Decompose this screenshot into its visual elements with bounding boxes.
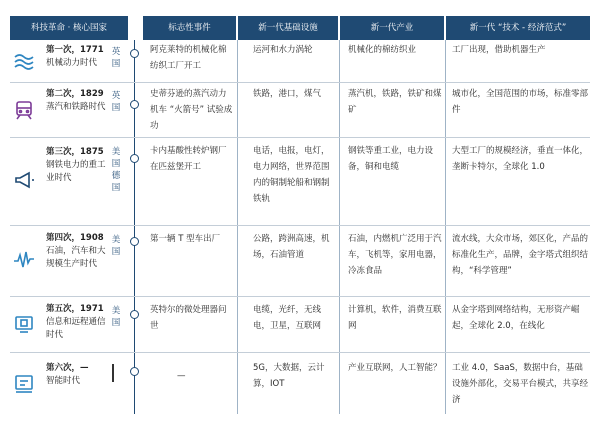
country-row-4: 美国 bbox=[111, 235, 121, 257]
event-row-3: 卡内基酸性转炉钢厂在匹兹堡开工 bbox=[150, 146, 227, 172]
era-row-6: 第六次，— 智能时代 bbox=[46, 363, 89, 386]
era-row-1: 第一次，1771 机械动力时代 bbox=[46, 45, 104, 68]
country-row-1: 英国 bbox=[111, 47, 121, 69]
industry-row-3: 钢铁等重工业，电力设备，铜和电缆 bbox=[348, 146, 434, 172]
era-row-5: 第五次，1971 信息和远程通信时代 bbox=[46, 304, 106, 340]
paradigm-row-4: 流水线，大众市场，郊区化，产品的标准化生产，品牌，金字塔式组织结构，“科学管理” bbox=[452, 234, 589, 276]
paradigm-row-6: 工业 4.0，SaaS，数据中台，基础设施外部化，交易平台模式，共享经济 bbox=[452, 363, 589, 405]
country-row-5: 美国 bbox=[111, 306, 121, 328]
era-row-2: 第二次，1829 蒸汽和铁路时代 bbox=[46, 89, 106, 112]
locomotive-icon bbox=[12, 98, 36, 122]
paradigm-row-3: 大型工厂的规模经济，垂直一体化，垄断卡特尔，全球化 1.0 bbox=[452, 146, 589, 172]
country-placeholder-bar bbox=[112, 364, 114, 382]
timeline-dot bbox=[130, 310, 139, 319]
pulse-icon bbox=[12, 248, 36, 272]
column-divider bbox=[339, 40, 340, 414]
event-row-6: — bbox=[177, 371, 186, 381]
timeline-dot bbox=[130, 154, 139, 163]
timeline-line bbox=[134, 40, 135, 414]
country-row-2: 英国 bbox=[111, 91, 121, 113]
event-row-2: 史蒂芬逊的蒸汽动力机车 “火箭号” 试验成功 bbox=[150, 89, 233, 131]
infra-row-2: 铁路，港口，煤气 bbox=[253, 89, 322, 99]
era-row-4: 第四次，1908 石油，汽车和大规模生产时代 bbox=[46, 233, 106, 269]
megaphone-icon bbox=[12, 168, 36, 192]
event-row-5: 英特尔的微处理器问世 bbox=[150, 305, 227, 331]
event-row-4: 第一辆 T 型车出厂 bbox=[150, 234, 221, 244]
row-divider bbox=[10, 137, 590, 138]
infra-row-4: 公路，跨洲高速，机场，石油管道 bbox=[253, 234, 330, 260]
waves-icon bbox=[12, 50, 36, 74]
infra-row-1: 运河和水力涡轮 bbox=[253, 45, 313, 55]
industry-row-6: 产业互联网，人工智能？ bbox=[348, 363, 442, 373]
infra-row-6: 5G，大数据，云计算，IOT bbox=[253, 363, 325, 389]
paradigm-row-1: 工厂出现，借助机器生产 bbox=[452, 45, 546, 55]
display-icon bbox=[12, 372, 36, 396]
country-row-3: 美国 德国 bbox=[111, 147, 121, 193]
infra-row-5: 电缆，光纤，无线电，卫星，互联网 bbox=[253, 305, 322, 331]
row-divider bbox=[10, 225, 590, 226]
event-row-1: 阿克莱特的机械化棉纺织工厂开工 bbox=[150, 45, 227, 71]
paradigm-row-5: 从金字塔到网络结构，无形资产崛起，全球化 2.0，在线化 bbox=[452, 305, 580, 331]
row-divider bbox=[10, 82, 590, 83]
row-divider bbox=[10, 296, 590, 297]
header-paradigm: 新一代 “技术 - 经济范式” bbox=[446, 16, 590, 40]
infra-row-3: 电话，电报，电灯，电力网络，世界范围内的铜制轮船和钢制铁轨 bbox=[253, 146, 330, 204]
chip-screen-icon bbox=[12, 312, 36, 336]
row-divider bbox=[10, 352, 590, 353]
timeline-dot bbox=[130, 367, 139, 376]
industry-row-5: 计算机，软件，消费互联网 bbox=[348, 305, 442, 331]
era-row-3: 第三次，1875 钢铁电力的重工业时代 bbox=[46, 147, 106, 183]
header-industry: 新一代产业 bbox=[340, 16, 444, 40]
column-divider bbox=[445, 40, 446, 414]
column-divider bbox=[237, 40, 238, 414]
header-landmark-event: 标志性事件 bbox=[143, 16, 236, 40]
industry-row-2: 蒸汽机，铁路，铁矿和煤矿 bbox=[348, 89, 442, 115]
timeline-dot bbox=[130, 49, 139, 58]
industry-row-1: 机械化的棉纺织业 bbox=[348, 45, 417, 55]
timeline-dot bbox=[130, 237, 139, 246]
industry-row-4: 石油，内燃机广泛用于汽车，飞机等，家用电器，冷冻食品 bbox=[348, 234, 442, 276]
paradigm-row-2: 城市化，全国范围的市场，标准零部件 bbox=[452, 89, 589, 115]
timeline-dot bbox=[130, 100, 139, 109]
header-infrastructure: 新一代基础设施 bbox=[238, 16, 338, 40]
header-revolution-country: 科技革命 · 核心国家 bbox=[10, 16, 128, 40]
